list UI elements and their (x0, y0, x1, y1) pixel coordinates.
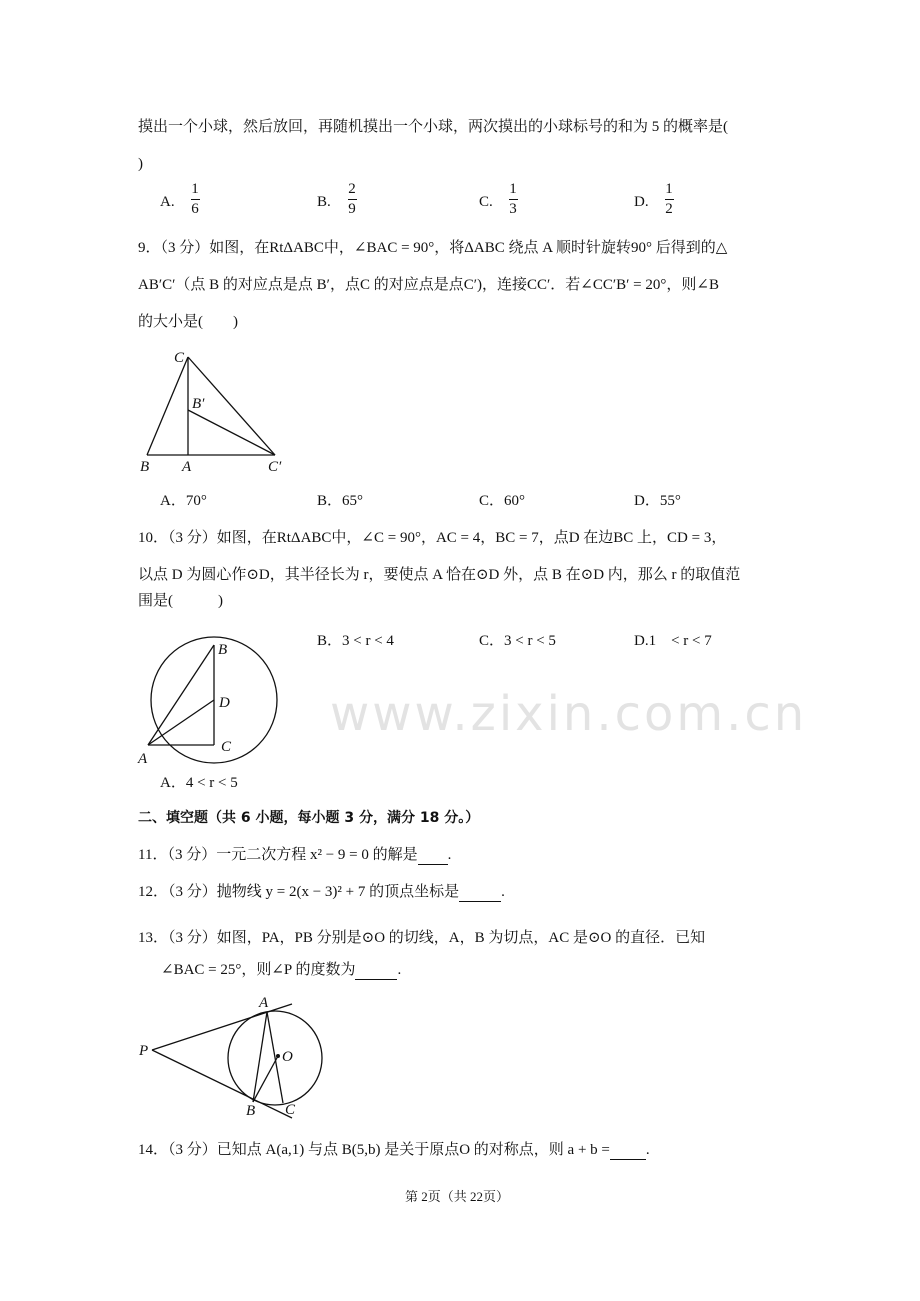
question-text: 11．（3 分）一元二次方程 x² − 9 = 0 的解是 (138, 847, 418, 863)
option-label: D. (634, 194, 649, 210)
denominator: 9 (348, 201, 356, 217)
answer-blank[interactable] (418, 846, 448, 865)
label-b: B (140, 459, 150, 475)
denominator: 3 (509, 201, 517, 217)
option: C．3 < r < 5 (479, 633, 556, 649)
label-c: C (174, 350, 185, 366)
answer-blank[interactable] (459, 883, 501, 902)
q13-text2 (161, 961, 401, 980)
label-p: P (139, 1043, 149, 1059)
label-c: C (285, 1102, 296, 1118)
fraction (345, 181, 359, 218)
label-b: B (246, 1103, 256, 1119)
period: . (447, 847, 452, 863)
label-b-prime: B′ (192, 396, 205, 412)
question-text: 14．（3 分）已知点 A(a,1) 与点 B(5,b) 是关于原点O 的对称点，则 a + b = (138, 1142, 610, 1158)
q10-text: 10．（3 分）如图，在RtΔABC中，∠C = 90°，AC = 4，BC = 7，点D 在边BC 上，CD = 3， (138, 530, 727, 546)
option-label: B. (317, 194, 331, 210)
option: B．3 < r < 4 (317, 633, 394, 649)
label-a: A (182, 459, 192, 475)
period: . (501, 884, 505, 900)
answer-blank[interactable] (610, 1141, 646, 1160)
section-heading: 二、填空题（共 6 小题，每小题 3 分，满分 18 分。） (138, 810, 480, 826)
denominator: 6 (191, 201, 199, 217)
option: C．60° (479, 493, 526, 509)
label-b: B (218, 642, 228, 658)
fraction (662, 181, 676, 218)
option: D．55° (634, 493, 681, 509)
q8-text: 摸出一个小球，然后放回，再随机摸出一个小球，两次摸出的小球标号的和为 5 的概率是( (138, 119, 728, 135)
q13-text: 13．（3 分）如图，PA，PB 分别是⊙O 的切线，A，B 为切点，AC 是⊙O 的直径．已知 (138, 930, 706, 946)
q12-text (138, 883, 505, 902)
label-d: D (219, 695, 230, 711)
numerator: 1 (191, 181, 199, 197)
period: . (645, 1142, 650, 1158)
fraction (188, 181, 202, 218)
option-label: A. (160, 194, 175, 210)
q9-text: AB′C′（点 B 的对应点是点 B′，点C 的对应点是点C′)，连接CC′．若∠CC′B′ = 20°，则∠B (138, 277, 719, 293)
option: A．70° (160, 493, 207, 509)
q10-text: 以点 D 为圆心作⊙D，其半径长为 r，要使点 A 恰在⊙D 外，点 B 在⊙D 内，那么 r 的取值范 (138, 567, 741, 583)
option-label: C. (479, 194, 493, 210)
q8-text-end: ) (138, 156, 143, 172)
fraction (506, 181, 520, 218)
answer-blank[interactable] (355, 961, 397, 980)
label-c-prime: C′ (268, 459, 282, 475)
numerator: 2 (348, 181, 356, 197)
label-a: A (259, 995, 269, 1011)
q9-text: 9．（3 分）如图，在RtΔABC中，∠BAC = 90°，将ΔABC 绕点 A 顺时针旋转90° 后得到的△ (138, 240, 728, 256)
q11-text (138, 846, 451, 865)
question-text: 12．（3 分）抛物线 y = 2(x − 3)² + 7 的顶点坐标是 (138, 884, 460, 900)
option: A．4 < r < 5 (160, 775, 238, 791)
q9-text: 的大小是( ) (138, 314, 238, 330)
numerator: 1 (665, 181, 673, 197)
numerator: 1 (509, 181, 517, 197)
question-text: ∠BAC = 25°，则∠P 的度数为 (161, 962, 356, 978)
label-c: C (221, 739, 232, 755)
label-a: A (138, 751, 148, 767)
denominator: 2 (665, 201, 673, 217)
watermark: www.zixin.com.cn (330, 686, 808, 742)
option: B．65° (317, 493, 364, 509)
q10-text: 围是( ) (138, 593, 223, 609)
label-o: O (282, 1049, 293, 1065)
q14-text (138, 1141, 650, 1160)
option: D.1 < r < 7 (634, 633, 712, 649)
period: . (397, 962, 402, 978)
page-footer: 第 2页（共 22页） (405, 1189, 510, 1204)
